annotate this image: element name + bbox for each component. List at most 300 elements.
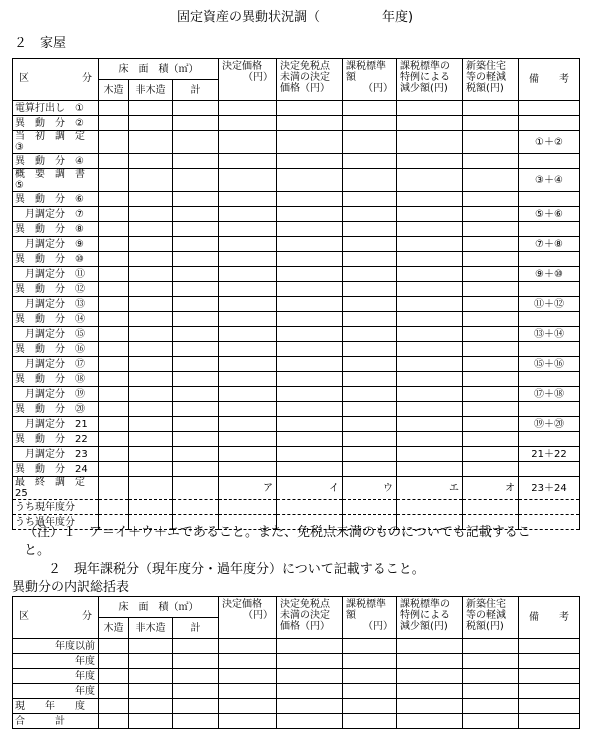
table-row bbox=[13, 417, 580, 432]
input-cell[interactable] bbox=[277, 101, 343, 116]
input-cell[interactable] bbox=[219, 462, 277, 477]
input-cell[interactable] bbox=[129, 669, 173, 684]
input-cell[interactable] bbox=[397, 222, 463, 237]
summary-header-remarks: 備 考 bbox=[519, 597, 580, 639]
input-cell[interactable] bbox=[277, 669, 343, 684]
input-cell[interactable] bbox=[277, 417, 343, 432]
input-cell[interactable] bbox=[219, 116, 277, 131]
input-cell[interactable] bbox=[343, 342, 397, 357]
input-cell[interactable] bbox=[219, 372, 277, 387]
input-cell[interactable] bbox=[397, 169, 463, 192]
summary-row bbox=[13, 714, 580, 729]
input-cell[interactable] bbox=[343, 267, 397, 282]
input-cell[interactable] bbox=[397, 372, 463, 387]
input-cell[interactable] bbox=[99, 169, 129, 192]
input-cell[interactable] bbox=[173, 101, 219, 116]
input-cell[interactable] bbox=[129, 462, 173, 477]
input-cell[interactable] bbox=[277, 684, 343, 699]
input-cell[interactable] bbox=[99, 500, 129, 515]
input-cell[interactable] bbox=[463, 342, 519, 357]
input-cell[interactable] bbox=[129, 357, 173, 372]
input-cell[interactable] bbox=[129, 101, 173, 116]
input-cell[interactable] bbox=[519, 654, 580, 669]
input-cell[interactable] bbox=[397, 654, 463, 669]
input-cell[interactable] bbox=[219, 500, 277, 515]
input-cell[interactable] bbox=[219, 192, 277, 207]
final-mark-a[interactable]: ア bbox=[219, 477, 277, 500]
input-cell[interactable] bbox=[463, 402, 519, 417]
input-cell[interactable] bbox=[397, 297, 463, 312]
input-cell[interactable] bbox=[519, 639, 580, 654]
input-cell[interactable] bbox=[129, 192, 173, 207]
input-cell[interactable] bbox=[397, 327, 463, 342]
input-cell[interactable] bbox=[99, 699, 129, 714]
input-cell[interactable] bbox=[397, 669, 463, 684]
input-cell[interactable] bbox=[173, 252, 219, 267]
input-cell[interactable] bbox=[463, 297, 519, 312]
input-cell[interactable] bbox=[99, 327, 129, 342]
input-cell[interactable] bbox=[99, 462, 129, 477]
input-cell[interactable] bbox=[463, 669, 519, 684]
row-label: 異 動 分 ⑥ bbox=[13, 192, 99, 207]
input-cell[interactable] bbox=[277, 654, 343, 669]
input-cell[interactable] bbox=[463, 101, 519, 116]
input-cell[interactable] bbox=[129, 714, 173, 729]
section-heading: ２ 家屋 bbox=[14, 36, 67, 51]
input-cell[interactable] bbox=[343, 207, 397, 222]
input-cell[interactable] bbox=[397, 500, 463, 515]
input-cell[interactable] bbox=[463, 654, 519, 669]
remarks-cell bbox=[519, 154, 580, 169]
input-cell[interactable] bbox=[343, 654, 397, 669]
table-row bbox=[13, 169, 580, 192]
input-cell[interactable] bbox=[463, 372, 519, 387]
input-cell[interactable] bbox=[129, 282, 173, 297]
input-cell[interactable] bbox=[397, 252, 463, 267]
row-label: うち過年度分 bbox=[13, 515, 99, 530]
input-cell[interactable] bbox=[463, 267, 519, 282]
input-cell[interactable] bbox=[343, 669, 397, 684]
page-title bbox=[0, 6, 590, 25]
input-cell[interactable] bbox=[343, 222, 397, 237]
input-cell[interactable] bbox=[173, 116, 219, 131]
note-2: ２ 現年課税分（現年度分・過年度分）について記載すること。 bbox=[48, 562, 425, 577]
remarks-cell: 23＋24 bbox=[519, 477, 580, 500]
input-cell[interactable] bbox=[129, 312, 173, 327]
input-cell[interactable] bbox=[343, 131, 397, 154]
input-cell[interactable] bbox=[99, 387, 129, 402]
final-mark-i[interactable]: イ bbox=[277, 477, 343, 500]
input-cell[interactable] bbox=[129, 500, 173, 515]
input-cell[interactable] bbox=[343, 237, 397, 252]
input-cell[interactable] bbox=[129, 342, 173, 357]
input-cell[interactable] bbox=[277, 267, 343, 282]
input-cell[interactable] bbox=[129, 654, 173, 669]
row-label: 異 動 分 ⑭ bbox=[13, 312, 99, 327]
input-cell[interactable] bbox=[173, 432, 219, 447]
input-cell[interactable] bbox=[463, 154, 519, 169]
input-cell[interactable] bbox=[343, 116, 397, 131]
summary-header-kubun: 区 分 bbox=[13, 597, 99, 639]
input-cell[interactable] bbox=[397, 312, 463, 327]
input-cell[interactable] bbox=[219, 654, 277, 669]
table-row bbox=[13, 237, 580, 252]
input-cell[interactable] bbox=[343, 297, 397, 312]
input-cell[interactable] bbox=[463, 252, 519, 267]
input-cell[interactable] bbox=[397, 639, 463, 654]
input-cell[interactable] bbox=[463, 500, 519, 515]
header-decided-price: 決定価格 （円） bbox=[219, 59, 277, 101]
input-cell[interactable] bbox=[463, 116, 519, 131]
input-cell[interactable] bbox=[129, 237, 173, 252]
input-cell[interactable] bbox=[343, 387, 397, 402]
input-cell[interactable] bbox=[99, 639, 129, 654]
input-cell[interactable] bbox=[463, 312, 519, 327]
input-cell[interactable] bbox=[343, 714, 397, 729]
table-row bbox=[13, 462, 580, 477]
input-cell[interactable] bbox=[219, 699, 277, 714]
input-cell[interactable] bbox=[277, 699, 343, 714]
input-cell[interactable] bbox=[129, 207, 173, 222]
input-cell[interactable] bbox=[277, 462, 343, 477]
input-cell[interactable] bbox=[277, 312, 343, 327]
input-cell[interactable] bbox=[343, 101, 397, 116]
input-cell[interactable] bbox=[463, 417, 519, 432]
input-cell[interactable] bbox=[219, 222, 277, 237]
input-cell[interactable] bbox=[173, 237, 219, 252]
remarks-cell bbox=[519, 312, 580, 327]
input-cell[interactable] bbox=[219, 154, 277, 169]
input-cell[interactable] bbox=[219, 447, 277, 462]
input-cell[interactable] bbox=[343, 169, 397, 192]
input-cell[interactable] bbox=[129, 387, 173, 402]
input-cell[interactable] bbox=[277, 432, 343, 447]
input-cell[interactable] bbox=[99, 154, 129, 169]
row-label: 月調定分 ⑪ bbox=[13, 267, 99, 282]
input-cell[interactable] bbox=[173, 342, 219, 357]
input-cell[interactable] bbox=[99, 267, 129, 282]
input-cell[interactable] bbox=[277, 402, 343, 417]
input-cell[interactable] bbox=[463, 447, 519, 462]
input-cell[interactable] bbox=[277, 154, 343, 169]
input-cell[interactable] bbox=[129, 432, 173, 447]
input-cell[interactable] bbox=[219, 312, 277, 327]
input-cell[interactable] bbox=[397, 357, 463, 372]
input-cell[interactable] bbox=[99, 312, 129, 327]
input-cell[interactable] bbox=[277, 387, 343, 402]
summary-header-nonwooden: 非木造 bbox=[129, 618, 173, 639]
input-cell[interactable] bbox=[129, 131, 173, 154]
input-cell[interactable] bbox=[463, 207, 519, 222]
input-cell[interactable] bbox=[129, 639, 173, 654]
input-cell[interactable] bbox=[99, 684, 129, 699]
input-cell[interactable] bbox=[219, 101, 277, 116]
input-cell[interactable] bbox=[277, 714, 343, 729]
note-1a: （注）１ ア＝イ＋ウ＋エであること。また、免税点未満のものについても記載するこ bbox=[24, 525, 531, 540]
summary-row bbox=[13, 654, 580, 669]
input-cell[interactable] bbox=[397, 432, 463, 447]
input-cell[interactable] bbox=[99, 131, 129, 154]
table-row bbox=[13, 252, 580, 267]
input-cell[interactable] bbox=[397, 342, 463, 357]
input-cell[interactable] bbox=[173, 357, 219, 372]
input-cell[interactable] bbox=[343, 372, 397, 387]
input-cell[interactable] bbox=[519, 699, 580, 714]
input-cell[interactable] bbox=[277, 342, 343, 357]
row-label: 異 動 分 ⑯ bbox=[13, 342, 99, 357]
input-cell[interactable] bbox=[277, 297, 343, 312]
input-cell[interactable] bbox=[173, 192, 219, 207]
table-row bbox=[13, 116, 580, 131]
input-cell[interactable] bbox=[129, 447, 173, 462]
input-cell[interactable] bbox=[397, 154, 463, 169]
input-cell[interactable] bbox=[219, 417, 277, 432]
input-cell[interactable] bbox=[277, 282, 343, 297]
input-cell[interactable] bbox=[219, 207, 277, 222]
input-cell[interactable] bbox=[99, 282, 129, 297]
summary-row-label: 現 年 度 bbox=[13, 699, 99, 714]
input-cell[interactable] bbox=[219, 684, 277, 699]
input-cell[interactable] bbox=[519, 684, 580, 699]
input-cell[interactable] bbox=[343, 312, 397, 327]
input-cell[interactable] bbox=[397, 417, 463, 432]
final-mark-u[interactable]: ウ bbox=[343, 477, 397, 500]
input-cell[interactable] bbox=[173, 462, 219, 477]
input-cell[interactable] bbox=[173, 372, 219, 387]
input-cell[interactable] bbox=[129, 222, 173, 237]
input-cell[interactable] bbox=[343, 684, 397, 699]
input-cell[interactable] bbox=[99, 417, 129, 432]
summary-row bbox=[13, 669, 580, 684]
input-cell[interactable] bbox=[397, 699, 463, 714]
input-cell[interactable] bbox=[129, 267, 173, 282]
input-cell[interactable] bbox=[343, 462, 397, 477]
input-cell[interactable] bbox=[277, 500, 343, 515]
input-cell[interactable] bbox=[173, 267, 219, 282]
input-cell[interactable] bbox=[277, 131, 343, 154]
input-cell[interactable] bbox=[173, 131, 219, 154]
input-cell[interactable] bbox=[99, 654, 129, 669]
input-cell[interactable] bbox=[277, 222, 343, 237]
input-cell[interactable] bbox=[219, 252, 277, 267]
input-cell[interactable] bbox=[129, 252, 173, 267]
input-cell[interactable] bbox=[219, 131, 277, 154]
input-cell[interactable] bbox=[99, 402, 129, 417]
header-kubun: 区 分 bbox=[13, 59, 99, 101]
input-cell[interactable] bbox=[463, 327, 519, 342]
input-cell[interactable] bbox=[99, 192, 129, 207]
input-cell[interactable] bbox=[173, 447, 219, 462]
input-cell[interactable] bbox=[99, 237, 129, 252]
input-cell[interactable] bbox=[129, 699, 173, 714]
input-cell[interactable] bbox=[99, 207, 129, 222]
input-cell[interactable] bbox=[99, 252, 129, 267]
input-cell[interactable] bbox=[463, 639, 519, 654]
remarks-cell: ①＋② bbox=[519, 131, 580, 154]
input-cell[interactable] bbox=[277, 237, 343, 252]
input-cell[interactable] bbox=[219, 357, 277, 372]
input-cell[interactable] bbox=[173, 282, 219, 297]
input-cell[interactable] bbox=[463, 699, 519, 714]
input-cell[interactable] bbox=[463, 237, 519, 252]
input-cell[interactable] bbox=[397, 131, 463, 154]
remarks-cell: ⑲＋⑳ bbox=[519, 417, 580, 432]
input-cell[interactable] bbox=[397, 207, 463, 222]
input-cell[interactable] bbox=[463, 684, 519, 699]
header-tax-special: 課税標準の特例による減少額(円) bbox=[397, 59, 463, 101]
input-cell[interactable] bbox=[463, 714, 519, 729]
input-cell[interactable] bbox=[397, 237, 463, 252]
input-cell[interactable] bbox=[463, 432, 519, 447]
table-row bbox=[13, 447, 580, 462]
table-row bbox=[13, 101, 580, 116]
input-cell[interactable] bbox=[277, 116, 343, 131]
input-cell[interactable] bbox=[99, 669, 129, 684]
final-mark-o[interactable]: オ bbox=[463, 477, 519, 500]
input-cell[interactable] bbox=[343, 417, 397, 432]
input-cell[interactable] bbox=[343, 447, 397, 462]
row-label: 月調定分 ⑰ bbox=[13, 357, 99, 372]
input-cell[interactable] bbox=[343, 252, 397, 267]
input-cell[interactable] bbox=[99, 477, 129, 500]
input-cell[interactable] bbox=[277, 447, 343, 462]
input-cell[interactable] bbox=[99, 116, 129, 131]
input-cell[interactable] bbox=[219, 432, 277, 447]
input-cell[interactable] bbox=[173, 402, 219, 417]
input-cell[interactable] bbox=[99, 714, 129, 729]
input-cell[interactable] bbox=[397, 101, 463, 116]
input-cell[interactable] bbox=[219, 237, 277, 252]
input-cell[interactable] bbox=[397, 684, 463, 699]
input-cell[interactable] bbox=[397, 192, 463, 207]
input-cell[interactable] bbox=[343, 699, 397, 714]
input-cell[interactable] bbox=[463, 169, 519, 192]
input-cell[interactable] bbox=[129, 372, 173, 387]
input-cell[interactable] bbox=[277, 252, 343, 267]
input-cell[interactable] bbox=[99, 222, 129, 237]
input-cell[interactable] bbox=[129, 684, 173, 699]
input-cell[interactable] bbox=[129, 116, 173, 131]
input-cell[interactable] bbox=[173, 699, 219, 714]
input-cell[interactable] bbox=[277, 357, 343, 372]
input-cell[interactable] bbox=[99, 101, 129, 116]
input-cell[interactable] bbox=[219, 267, 277, 282]
input-cell[interactable] bbox=[99, 432, 129, 447]
input-cell[interactable] bbox=[99, 342, 129, 357]
input-cell[interactable] bbox=[343, 327, 397, 342]
input-cell[interactable] bbox=[463, 131, 519, 154]
input-cell[interactable] bbox=[397, 714, 463, 729]
input-cell[interactable] bbox=[173, 297, 219, 312]
row-label: 月調定分 ⑨ bbox=[13, 237, 99, 252]
input-cell[interactable] bbox=[219, 342, 277, 357]
input-cell[interactable] bbox=[219, 639, 277, 654]
input-cell[interactable] bbox=[173, 312, 219, 327]
input-cell[interactable] bbox=[343, 192, 397, 207]
input-cell[interactable] bbox=[99, 297, 129, 312]
input-cell[interactable] bbox=[397, 282, 463, 297]
summary-row-label: 年度以前 bbox=[13, 639, 99, 654]
input-cell[interactable] bbox=[219, 402, 277, 417]
input-cell[interactable] bbox=[277, 169, 343, 192]
input-cell[interactable] bbox=[219, 669, 277, 684]
input-cell[interactable] bbox=[173, 154, 219, 169]
input-cell[interactable] bbox=[397, 447, 463, 462]
input-cell[interactable] bbox=[463, 192, 519, 207]
input-cell[interactable] bbox=[277, 207, 343, 222]
input-cell[interactable] bbox=[397, 462, 463, 477]
input-cell[interactable] bbox=[463, 282, 519, 297]
input-cell[interactable] bbox=[397, 116, 463, 131]
input-cell[interactable] bbox=[397, 402, 463, 417]
input-cell[interactable] bbox=[173, 477, 219, 500]
input-cell[interactable] bbox=[99, 447, 129, 462]
input-cell[interactable] bbox=[173, 669, 219, 684]
input-cell[interactable] bbox=[173, 639, 219, 654]
input-cell[interactable] bbox=[219, 297, 277, 312]
input-cell[interactable] bbox=[99, 372, 129, 387]
input-cell[interactable] bbox=[173, 500, 219, 515]
input-cell[interactable] bbox=[463, 222, 519, 237]
input-cell[interactable] bbox=[219, 169, 277, 192]
input-cell[interactable] bbox=[343, 154, 397, 169]
input-cell[interactable] bbox=[129, 402, 173, 417]
input-cell[interactable] bbox=[129, 169, 173, 192]
input-cell[interactable] bbox=[129, 417, 173, 432]
input-cell[interactable] bbox=[343, 357, 397, 372]
input-cell[interactable] bbox=[173, 207, 219, 222]
input-cell[interactable] bbox=[277, 372, 343, 387]
input-cell[interactable] bbox=[173, 169, 219, 192]
input-cell[interactable] bbox=[343, 402, 397, 417]
input-cell[interactable] bbox=[519, 714, 580, 729]
input-cell[interactable] bbox=[173, 327, 219, 342]
input-cell[interactable] bbox=[173, 387, 219, 402]
input-cell[interactable] bbox=[343, 639, 397, 654]
summary-row bbox=[13, 699, 580, 714]
input-cell[interactable] bbox=[129, 297, 173, 312]
input-cell[interactable] bbox=[173, 684, 219, 699]
input-cell[interactable] bbox=[343, 282, 397, 297]
input-cell[interactable] bbox=[129, 327, 173, 342]
input-cell[interactable] bbox=[219, 387, 277, 402]
input-cell[interactable] bbox=[277, 192, 343, 207]
input-cell[interactable] bbox=[463, 357, 519, 372]
row-label: 異 動 分 ⑫ bbox=[13, 282, 99, 297]
input-cell[interactable] bbox=[463, 387, 519, 402]
input-cell[interactable] bbox=[173, 222, 219, 237]
input-cell[interactable] bbox=[343, 500, 397, 515]
final-mark-e[interactable]: エ bbox=[397, 477, 463, 500]
input-cell[interactable] bbox=[173, 654, 219, 669]
input-cell[interactable] bbox=[129, 477, 173, 500]
row-label: 異 動 分 ④ bbox=[13, 154, 99, 169]
input-cell[interactable] bbox=[219, 327, 277, 342]
input-cell[interactable] bbox=[519, 669, 580, 684]
input-cell[interactable] bbox=[129, 154, 173, 169]
input-cell[interactable] bbox=[173, 714, 219, 729]
input-cell[interactable] bbox=[277, 639, 343, 654]
input-cell[interactable] bbox=[463, 462, 519, 477]
input-cell[interactable] bbox=[397, 267, 463, 282]
input-cell[interactable] bbox=[343, 432, 397, 447]
input-cell[interactable] bbox=[99, 357, 129, 372]
input-cell[interactable] bbox=[277, 327, 343, 342]
input-cell[interactable] bbox=[219, 714, 277, 729]
input-cell[interactable] bbox=[219, 282, 277, 297]
input-cell[interactable] bbox=[397, 387, 463, 402]
input-cell[interactable] bbox=[173, 417, 219, 432]
